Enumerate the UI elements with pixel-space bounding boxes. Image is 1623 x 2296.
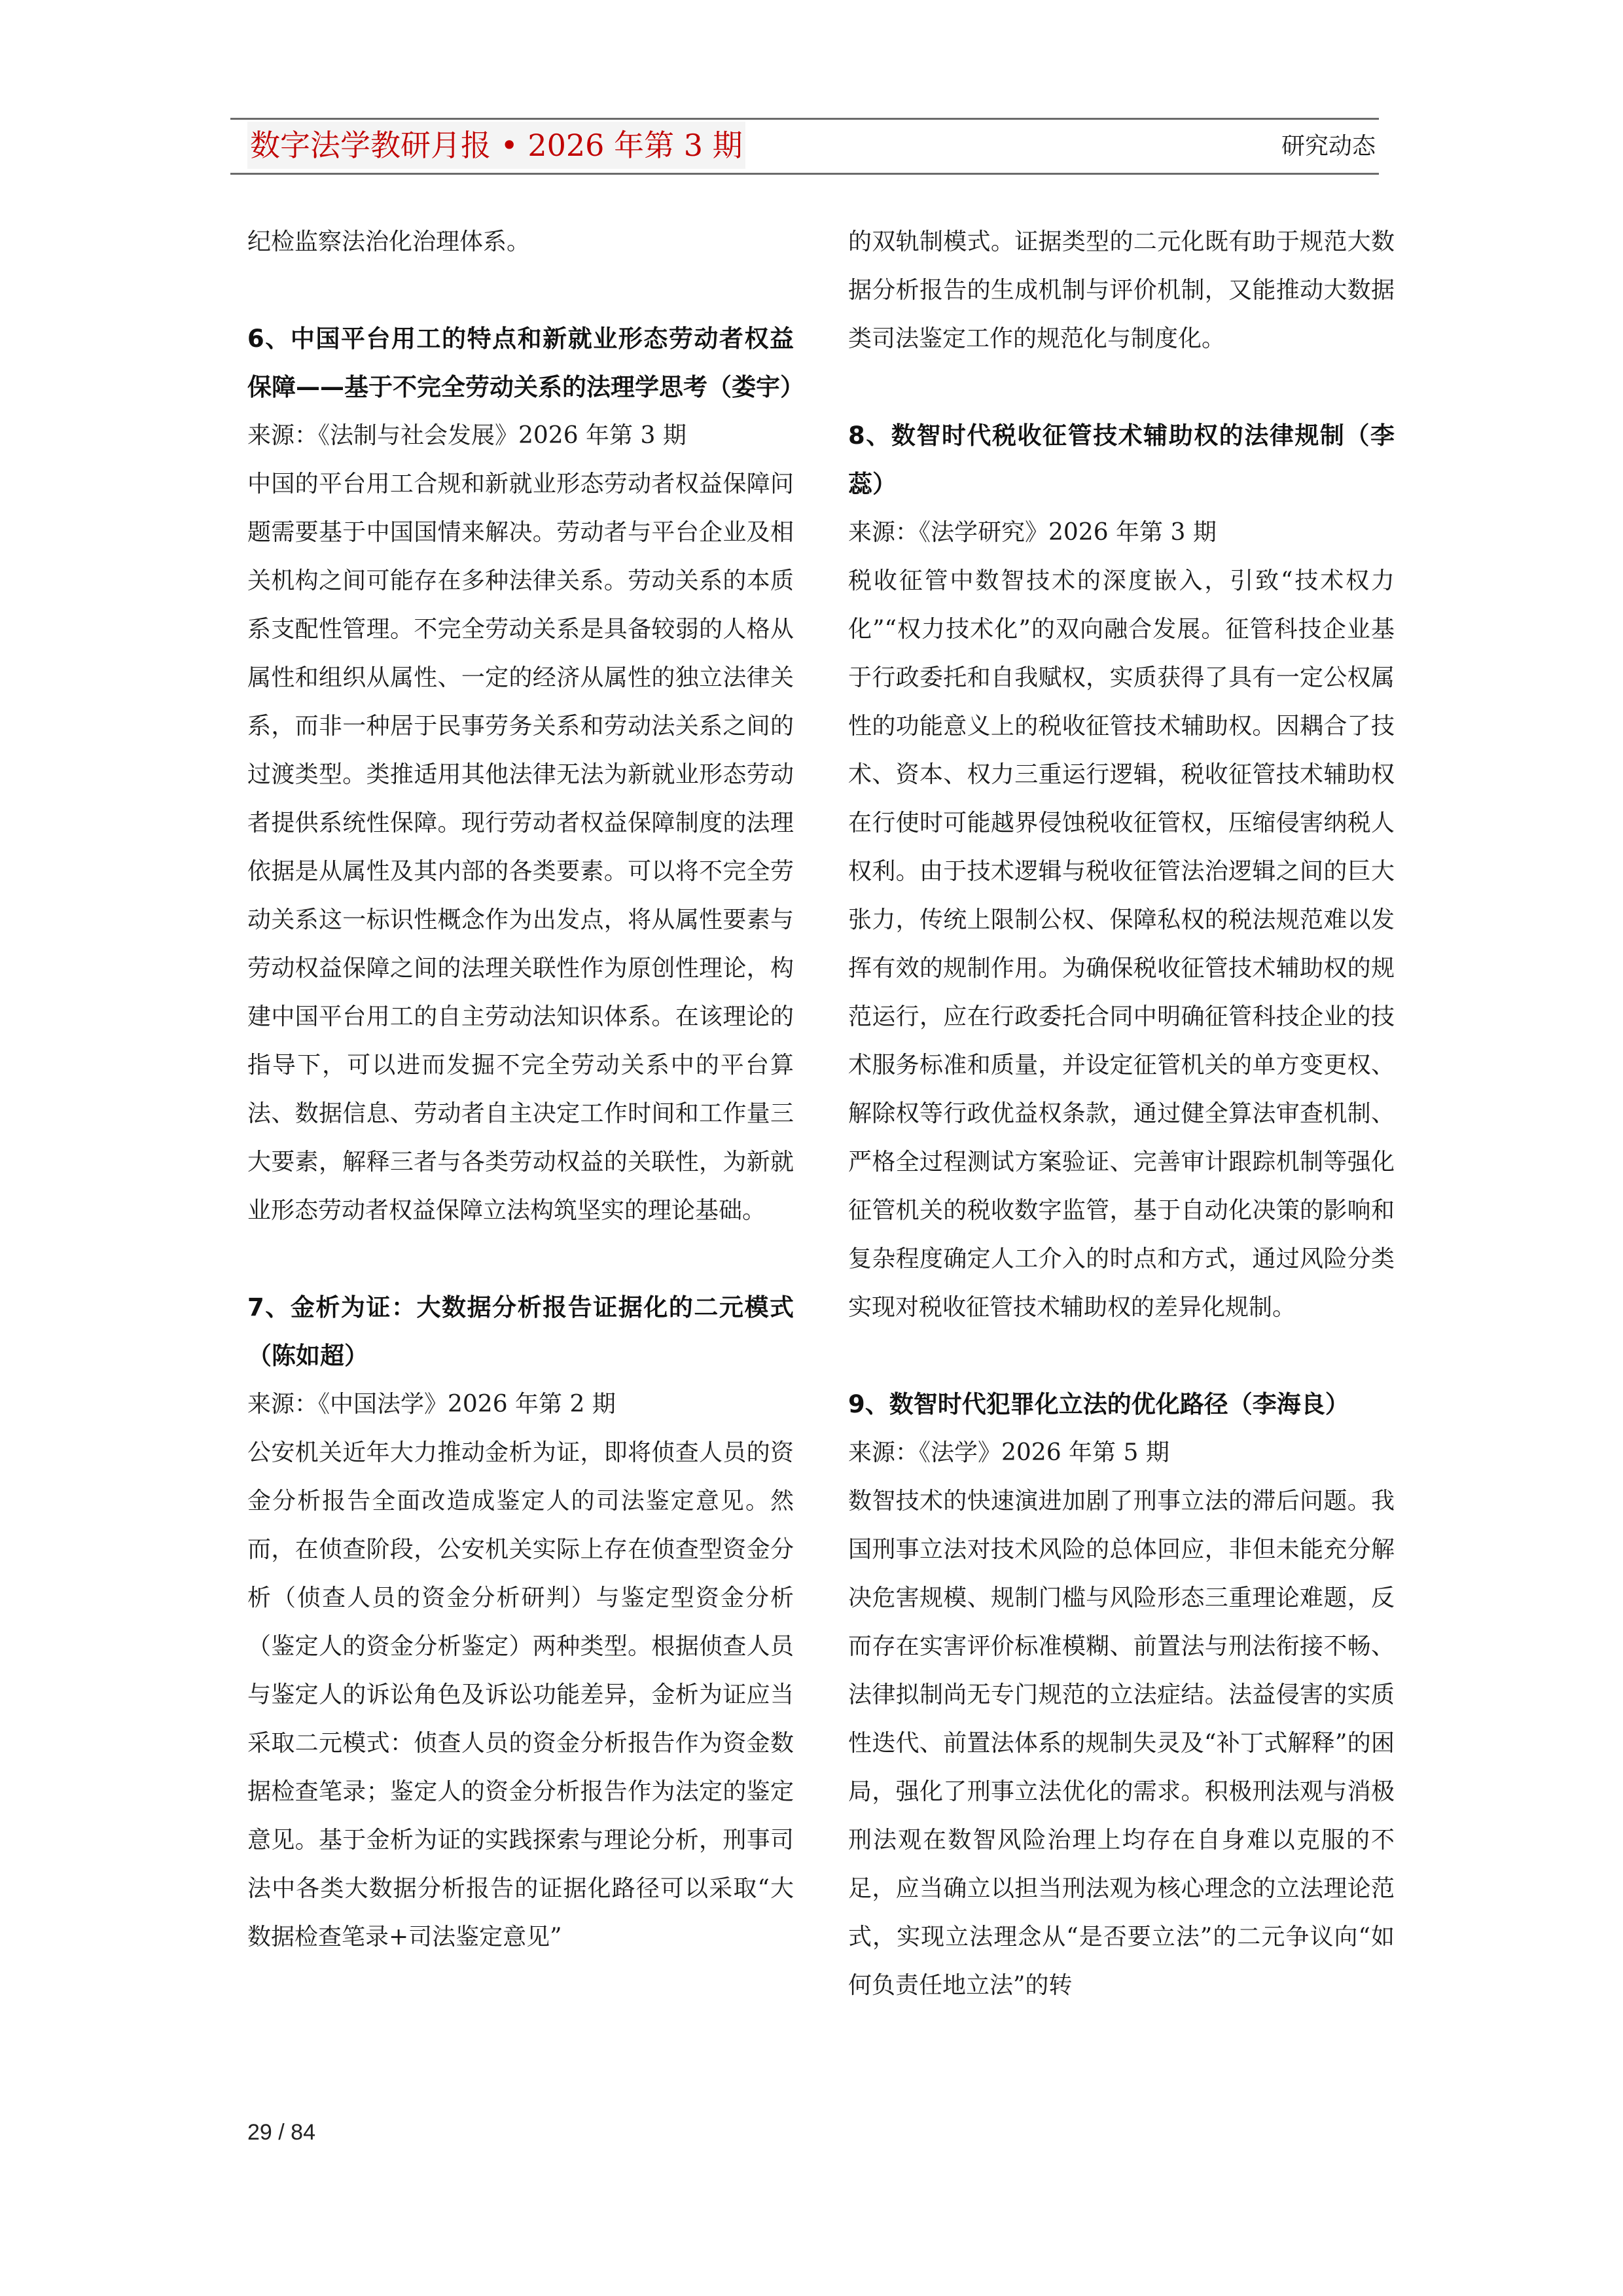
article-abstract: 数智技术的快速演进加剧了刑事立法的滞后问题。我国刑事立法对技术风险的总体回应，非但未能充分解决危害规模、规制门槛与风险形态三重理论难题，反而存在实害评价标准模糊、前置法与刑法衔接不畅、法律拟制尚无专门规范的立法症结。法益侵害的实质性迭代、前置法体系的规制失灵及“补丁式解释”的困局，强化了刑事立法优化的需求。积极刑法观与消极刑法观在数智风险治理上均存在自身难以克服的不足，应当确立以担当刑法观为核心理念的立法理论范式，实现立法理念从“是否要立法”的二元争议向“如何负责任地立法”的转 [848,1488,1395,1999]
article-source: 来源：《法制与社会发展》2026 年第 3 期 [247,422,687,449]
right-column [848,218,1395,2010]
article-title: 8、数智时代税收征管技术辅助权的法律规制（李蕊） [848,422,1395,498]
page-number: 29 / 84 [247,2120,315,2145]
article-8 [848,412,1395,1332]
section-label: 研究动态 [1281,133,1376,160]
article-title: 9、数智时代犯罪化立法的优化路径（李海良） [848,1390,1349,1418]
header-bottom-rule [230,173,1379,175]
article-source: 来源：《法学》2026 年第 5 期 [848,1439,1169,1466]
continuation-text: 的双轨制模式。证据类型的二元化既有助于规范大数据分析报告的生成机制与评价机制，又能推动大数据类司法鉴定工作的规范化与制度化。 [848,228,1395,352]
article-7 [247,1283,794,1962]
article-abstract: 公安机关近年大力推动金析为证，即将侦查人员的资金分析报告全面改造成鉴定人的司法鉴定意见。然而，在侦查阶段，公安机关实际上存在侦查型资金分析（侦查人员的资金分析研判）与鉴定型资金分析（鉴定人的资金分析鉴定）两种类型。根据侦查人员与鉴定人的诉讼角色及诉讼功能差异，金析为证应当采取二元模式：侦查人员的资金分析报告作为资金数据检查笔录；鉴定人的资金分析报告作为法定的鉴定意见。基于金析为证的实践探索与理论分析，刑事司法中各类大数据分析报告的证据化路径可以采取“大数据检查笔录+司法鉴定意见” [247,1439,794,1950]
article-title: 7、金析为证：大数据分析报告证据化的二元模式（陈如超） [247,1293,794,1370]
continuation-text: 纪检监察法治化治理体系。 [247,228,531,255]
header-top-rule [230,118,1379,120]
article-title: 6、中国平台用工的特点和新就业形态劳动者权益保障——基于不完全劳动关系的法理学思考（娄宇） [247,325,804,401]
article-abstract: 中国的平台用工合规和新就业形态劳动者权益保障问题需要基于中国国情来解决。劳动者与平台企业及相关机构之间可能存在多种法律关系。劳动关系的本质系支配性管理。不完全劳动关系是具备较弱的人格从属性和组织从属性、一定的经济从属性的独立法律关系，而非一种居于民事劳务关系和劳动法关系之间的过渡类型。类推适用其他法律无法为新就业形态劳动者提供系统性保障。现行劳动者权益保障制度的法理依据是从属性及其内部的各类要素。可以将不完全劳动关系这一标识性概念作为出发点，将从属性要素与劳动权益保障之间的法理关联性作为原创性理论，构建中国平台用工的自主劳动法知识体系。在该理论的指导下，可以进而发掘不完全劳动关系中的平台算法、数据信息、劳动者自主决定工作时间和工作量三大要素，解释三者与各类劳动权益的关联性，为新就业形态劳动者权益保障立法构筑坚实的理论基础。 [247,471,794,1224]
article-9 [848,1380,1395,2010]
article-source: 来源：《中国法学》2026 年第 2 期 [247,1391,616,1418]
journal-title: 数字法学教研月报 • 2026 年第 3 期 [247,122,745,169]
article-abstract: 税收征管中数智技术的深度嵌入，引致“技术权力化”“权力技术化”的双向融合发展。征管科技企业基于行政委托和自我赋权，实质获得了具有一定公权属性的功能意义上的税收征管技术辅助权。因耦合了技术、资本、权力三重运行逻辑，税收征管技术辅助权在行使时可能越界侵蚀税收征管权，压缩侵害纳税人权利。由于技术逻辑与税收征管法治逻辑之间的巨大张力，传统上限制公权、保障私权的税法规范难以发挥有效的规制作用。为确保税收征管技术辅助权的规范运行，应在行政委托合同中明确征管科技企业的技术服务标准和质量，并设定征管机关的单方变更权、解除权等行政优益权条款，通过健全算法审查机制、严格全过程测试方案验证、完善审计跟踪机制等强化征管机关的税收数字监管，基于自动化决策的影响和复杂程度确定人工介入的时点和方式，通过风险分类实现对税收征管技术辅助权的差异化规制。 [848,567,1395,1321]
left-column [247,218,804,1962]
article-6 [247,315,804,1235]
article-source: 来源：《法学研究》2026 年第 3 期 [848,519,1217,546]
